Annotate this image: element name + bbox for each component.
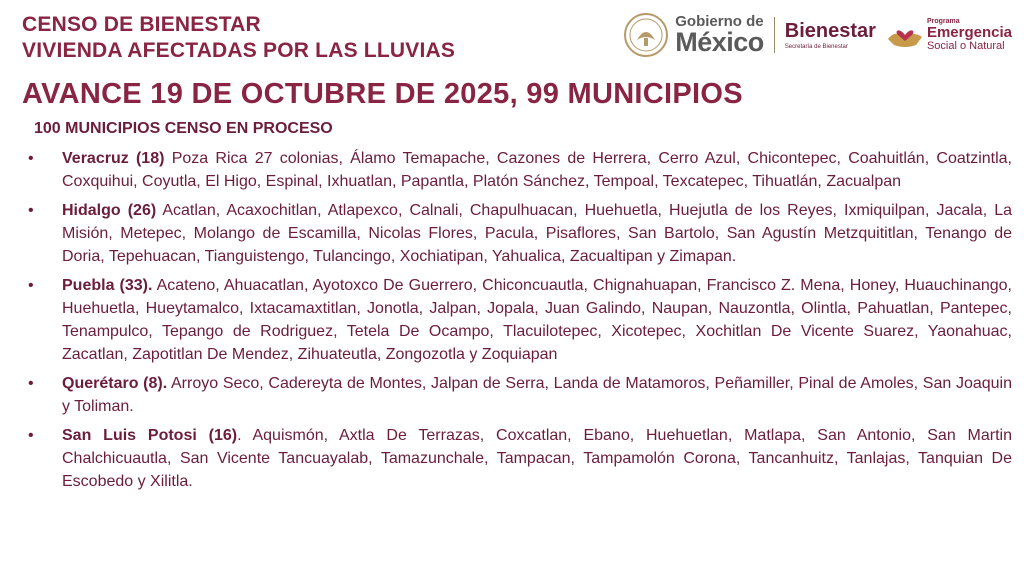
list-item: [22, 274, 1012, 366]
municipalities: . Aquismón, Axtla De Terrazas, Coxcatlan, Ebano, Huehuetlan, Matlapa, San Antonio, San Martin Chalchicuautla, San Vicente Tancuayalab, Tamazunchale, Tampacan, Tampamolón Corona, Tancanhuitz, Tanlajas, Tanquian De Escobedo y Xilitla.: [62, 427, 1013, 490]
bullet: •: [28, 202, 34, 219]
header-titles: [22, 12, 455, 64]
municipalities: Acatlan, Acaxochitlan, Atlapexco, Calnali, Chapulhuacan, Huehuetla, Huejutla de los Reyes, Ixmiquilpan, Jacala, La Misión, Metepec, Molango de Escamilla, Nicolas Flores, Pacula, Pisaflores, San Bartolo, San Agustín Metzquititlan, Tenango de Doria, Tepehuacan, Tianguistengo, Tulancingo, Xochiatipan, Yahualica, Zacualtipan y Zimapan.: [62, 202, 1013, 265]
list-item-text: [62, 274, 1012, 366]
list-item: [22, 424, 1012, 493]
title-line-2: VIVIENDA AFECTADAS POR LAS LLUVIAS: [22, 39, 456, 62]
gobierno-logo-small: Gobierno de: [675, 13, 764, 30]
list-item-text: [62, 424, 1012, 493]
emergencia-sub: Social o Natural: [926, 39, 1005, 52]
list-item-text: [62, 199, 1012, 268]
bienestar-logo-sub: Secretaría de Bienestar: [784, 44, 848, 50]
subtitle: 100 MUNICIPIOS CENSO EN PROCESO: [34, 120, 333, 137]
bullet: •: [28, 150, 34, 167]
municipalities: Poza Rica 27 colonias, Álamo Temapache, Cazones de Herrera, Cerro Azul, Chicontepec, Coahuitlán, Coatzintla, Coxquihui, Coyutla, El Higo, Espinal, Ixhuatlan, Papantla, Platón Sánchez, Tempoal, Texcatepec, Tihuatlán, Zacualpan: [62, 150, 1013, 190]
municipalities: Acateno, Ahuacatlan, Ayotoxco De Guerrero, Chiconcuautla, Chignahuapan, Francisco Z. Mena, Honey, Huauchinango, Huehuetla, Hueytamalco, Ixtacamaxtitlan, Jonotla, Jalpan, Jopala, Juan Galindo, Naupan, Nauzontla, Olintla, Pahuatlan, Pantepec, Tenampulco, Tepango de Rodriguez, Tetela De Ocampo, Tlacuilotepec, Xicotepec, Xochitlan De Vicente Suarez, Yaonahuac, Zacatlan, Zapotitlan De Mendez, Zihuateutla, Zongozotla y Zoquiapan: [62, 277, 1012, 363]
bienestar-logo: [785, 20, 876, 50]
list-item-text: [62, 372, 1012, 418]
state-name: Puebla (33).: [62, 277, 153, 294]
main-title: AVANCE 19 DE OCTUBRE DE 2025, 99 MUNICIPIOS: [22, 78, 743, 110]
bullet: •: [28, 277, 34, 294]
hands-heart-icon: [886, 21, 924, 49]
municipality-list: [22, 147, 1012, 499]
title-line-1: CENSO DE BIENESTAR: [22, 13, 261, 36]
list-item: [22, 372, 1012, 418]
emergencia-name: Emergencia: [926, 24, 1012, 42]
bullet: •: [28, 375, 34, 392]
state-name: Hidalgo (26): [62, 202, 157, 219]
emergencia-logo: [927, 18, 1012, 53]
list-item-text: [62, 147, 1012, 193]
logo-bar: [623, 10, 1012, 60]
state-name: Querétaro (8).: [62, 375, 168, 392]
state-name: Veracruz (18): [62, 150, 165, 167]
state-name: San Luis Potosi (16): [62, 427, 238, 444]
emergencia-program: Programa: [926, 17, 960, 25]
list-item: [22, 147, 1012, 193]
logo-divider: [774, 17, 775, 53]
gobierno-logo-big: México: [675, 27, 764, 57]
gobierno-logo: [675, 14, 764, 56]
bienestar-logo-name: Bienestar: [784, 20, 876, 42]
mexico-seal-icon: [623, 12, 669, 58]
list-item: [22, 199, 1012, 268]
municipalities: Arroyo Seco, Cadereyta de Montes, Jalpan de Serra, Landa de Matamoros, Peñamiller, Pinal de Amoles, San Joaquin y Toliman.: [62, 375, 1012, 415]
bullet: •: [28, 427, 34, 444]
